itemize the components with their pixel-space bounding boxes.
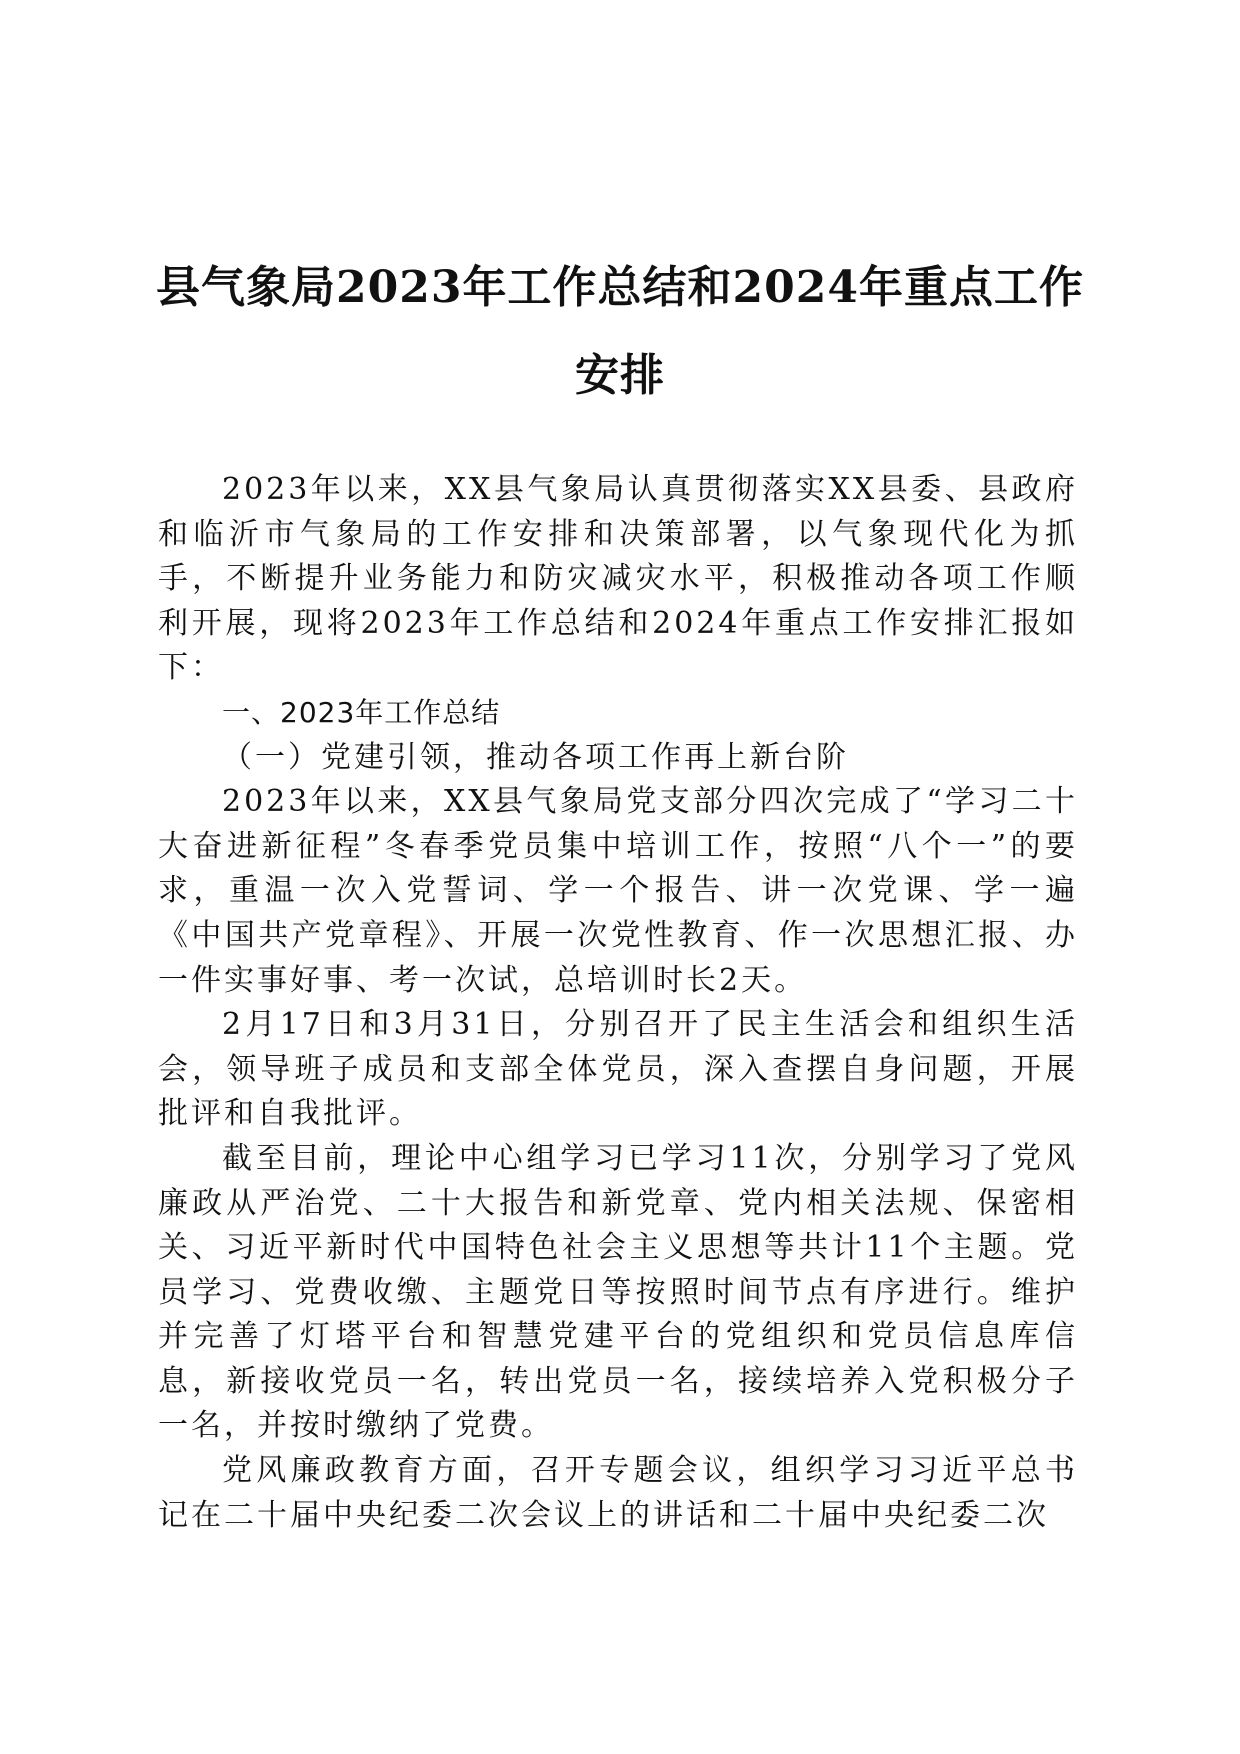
body-paragraph: 党风廉政教育方面，召开专题会议，组织学习习近平总书记在二十届中央纪委二次会议上的讲话和二十届中央纪委二次: [158, 1453, 1078, 1533]
subsection-heading: （一）党建引领，推动各项工作再上新台阶: [222, 739, 849, 775]
document-body: [158, 468, 1078, 1538]
intro-paragraph: 2023年以来，XX县气象局认真贯彻落实XX县委、县政府和临沂市气象局的工作安排和决策部署，以气象现代化为抓手，不断提升业务能力和防灾减灾水平，积极推动各项工作顺利开展，现将2023年工作总结和2024年重点工作安排汇报如下：: [158, 472, 1078, 686]
document-title-line1: 县气象局2023年工作总结和2024年重点工作: [156, 262, 1084, 313]
document-title-line2: 安排: [575, 350, 665, 401]
body-paragraph: 2月17日和3月31日，分别召开了民主生活会和组织生活会，领导班子成员和支部全体党员，深入查摆自身问题，开展批评和自我批评。: [158, 1007, 1078, 1132]
body-paragraph: 2023年以来，XX县气象局党支部分四次完成了“学习二十大奋进新征程”冬春季党员集中培训工作，按照“八个一”的要求，重温一次入党誓词、学一个报告、讲一次党课、学一遍《中国共产党章程》、开展一次党性教育、作一次思想汇报、办一件实事好事、考一次试，总培训时长2天。: [158, 784, 1078, 998]
body-paragraph: 截至目前，理论中心组学习已学习11次，分别学习了党风廉政从严治党、二十大报告和新党章、党内相关法规、保密相关、习近平新时代中国特色社会主义思想等共计11个主题。党员学习、党费收缴、主题党日等按照时间节点有序进行。维护并完善了灯塔平台和智慧党建平台的党组织和党员信息库信息，新接收党员一名，转出党员一名，接续培养入党积极分子一名，并按时缴纳了党费。: [158, 1140, 1078, 1444]
section-heading: 一、2023年工作总结: [222, 695, 501, 729]
